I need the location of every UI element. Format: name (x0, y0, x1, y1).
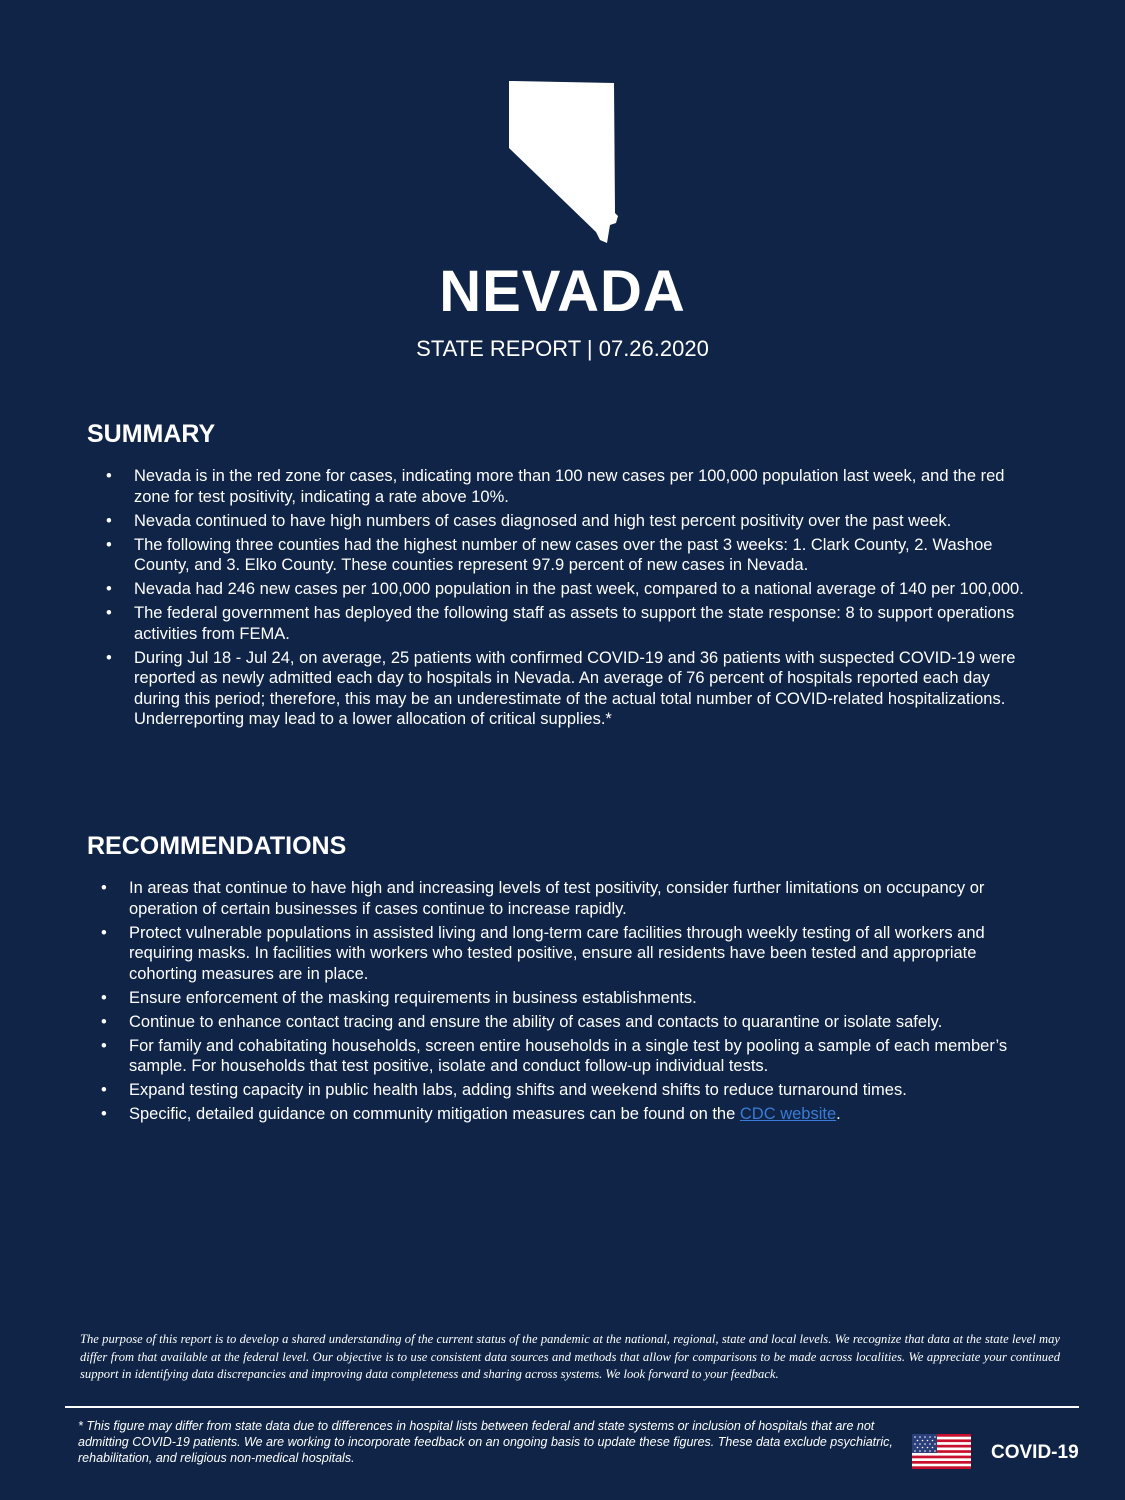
summary-item: • Nevada continued to have high numbers of cases diagnosed and high test percent positivity over the past week. (134, 511, 1024, 532)
summary-list (134, 466, 1024, 733)
report-subtitle: STATE REPORT | 07.26.2020 (416, 336, 709, 361)
summary-item: • Nevada is in the red zone for cases, indicating more than 100 new cases per 100,000 population last week, and the red zone for test positivity, indicating a rate above 10%. (134, 466, 1024, 507)
report-purpose-text: The purpose of this report is to develop a shared understanding of the current status of the pandemic at the national, regional, state and local levels. We recognize that data at the state level may differ from that available at the federal level. Our objective is to use consistent data sources and methods that allow for comparisons to be made across localities. We appreciate your continued support in identifying data discrepancies and improving data completeness and sharing across systems. We look forward to your feedback. (80, 1332, 1060, 1381)
recommendation-item: • Protect vulnerable populations in assisted living and long-term care facilities through weekly testing of all workers and requiring masks. In facilities with workers who tested positive, ensure all residents have been tested and appropriate cohorting measures are in place. (129, 923, 1019, 985)
footnote-text: * This figure may differ from state data due to differences in hospital lists between federal and state systems or inclusion of hospitals that are not admitting COVID-19 patients. We are working to incorporate feedback on an ongoing basis to update these figures. These data exclude psychiatric, rehabilitation, and religious non-medical hospitals. (78, 1419, 893, 1465)
recommendation-item (129, 1104, 1019, 1125)
recommendation-item: • Expand testing capacity in public health labs, adding shifts and weekend shifts to reduce turnaround times. (129, 1080, 1019, 1101)
summary-item: • The federal government has deployed the following staff as assets to support the state response: 8 to support operations activities from FEMA. (134, 603, 1024, 644)
covid-19-brand-label: COVID-19 (991, 1442, 1079, 1463)
recommendation-text: Specific, detailed guidance on community mitigation measures can be found on the (129, 1105, 740, 1123)
recommendations-heading: RECOMMENDATIONS (87, 832, 347, 860)
footer-divider (65, 1406, 1079, 1408)
cdc-website-link[interactable]: CDC website (739, 1105, 837, 1123)
recommendation-item: • In areas that continue to have high and increasing levels of test positivity, consider further limitations on occupancy or operation of certain businesses if cases continue to increase rapidly. (129, 878, 1019, 919)
recommendation-text-end: . (836, 1105, 841, 1123)
summary-item: • During Jul 18 - Jul 24, on average, 25 patients with confirmed COVID-19 and 36 patients with suspected COVID-19 were reported as newly admitted each day to hospitals in Nevada. An average of 76 percent of hospitals reported each day during this period; therefore, this may be an underestimate of the actual total number of COVID-related hospitalizations. Underreporting may lead to a lower allocation of critical supplies.* (134, 648, 1024, 730)
nevada-state-icon (506, 78, 618, 243)
recommendation-item: • Continue to enhance contact tracing and ensure the ability of cases and contacts to quarantine or isolate safely. (129, 1012, 1019, 1033)
us-flag-icon (912, 1434, 971, 1469)
state-title: NEVADA (439, 259, 686, 324)
summary-item: • The following three counties had the highest number of new cases over the past 3 weeks: 1. Clark County, 2. Washoe County, and 3. Elko County. These counties represent 97.9 percent of new cases in Nevada. (134, 535, 1024, 576)
recommendation-item: • For family and cohabitating households, screen entire households in a single test by pooling a sample of each member’s sample. For households that test positive, isolate and conduct follow-up individual tests. (129, 1036, 1019, 1077)
recommendation-item: • Ensure enforcement of the masking requirements in business establishments. (129, 988, 1019, 1009)
summary-item: • Nevada had 246 new cases per 100,000 population in the past week, compared to a national average of 140 per 100,000. (134, 579, 1024, 600)
summary-heading: SUMMARY (87, 420, 216, 448)
recommendations-list (129, 878, 1019, 1128)
